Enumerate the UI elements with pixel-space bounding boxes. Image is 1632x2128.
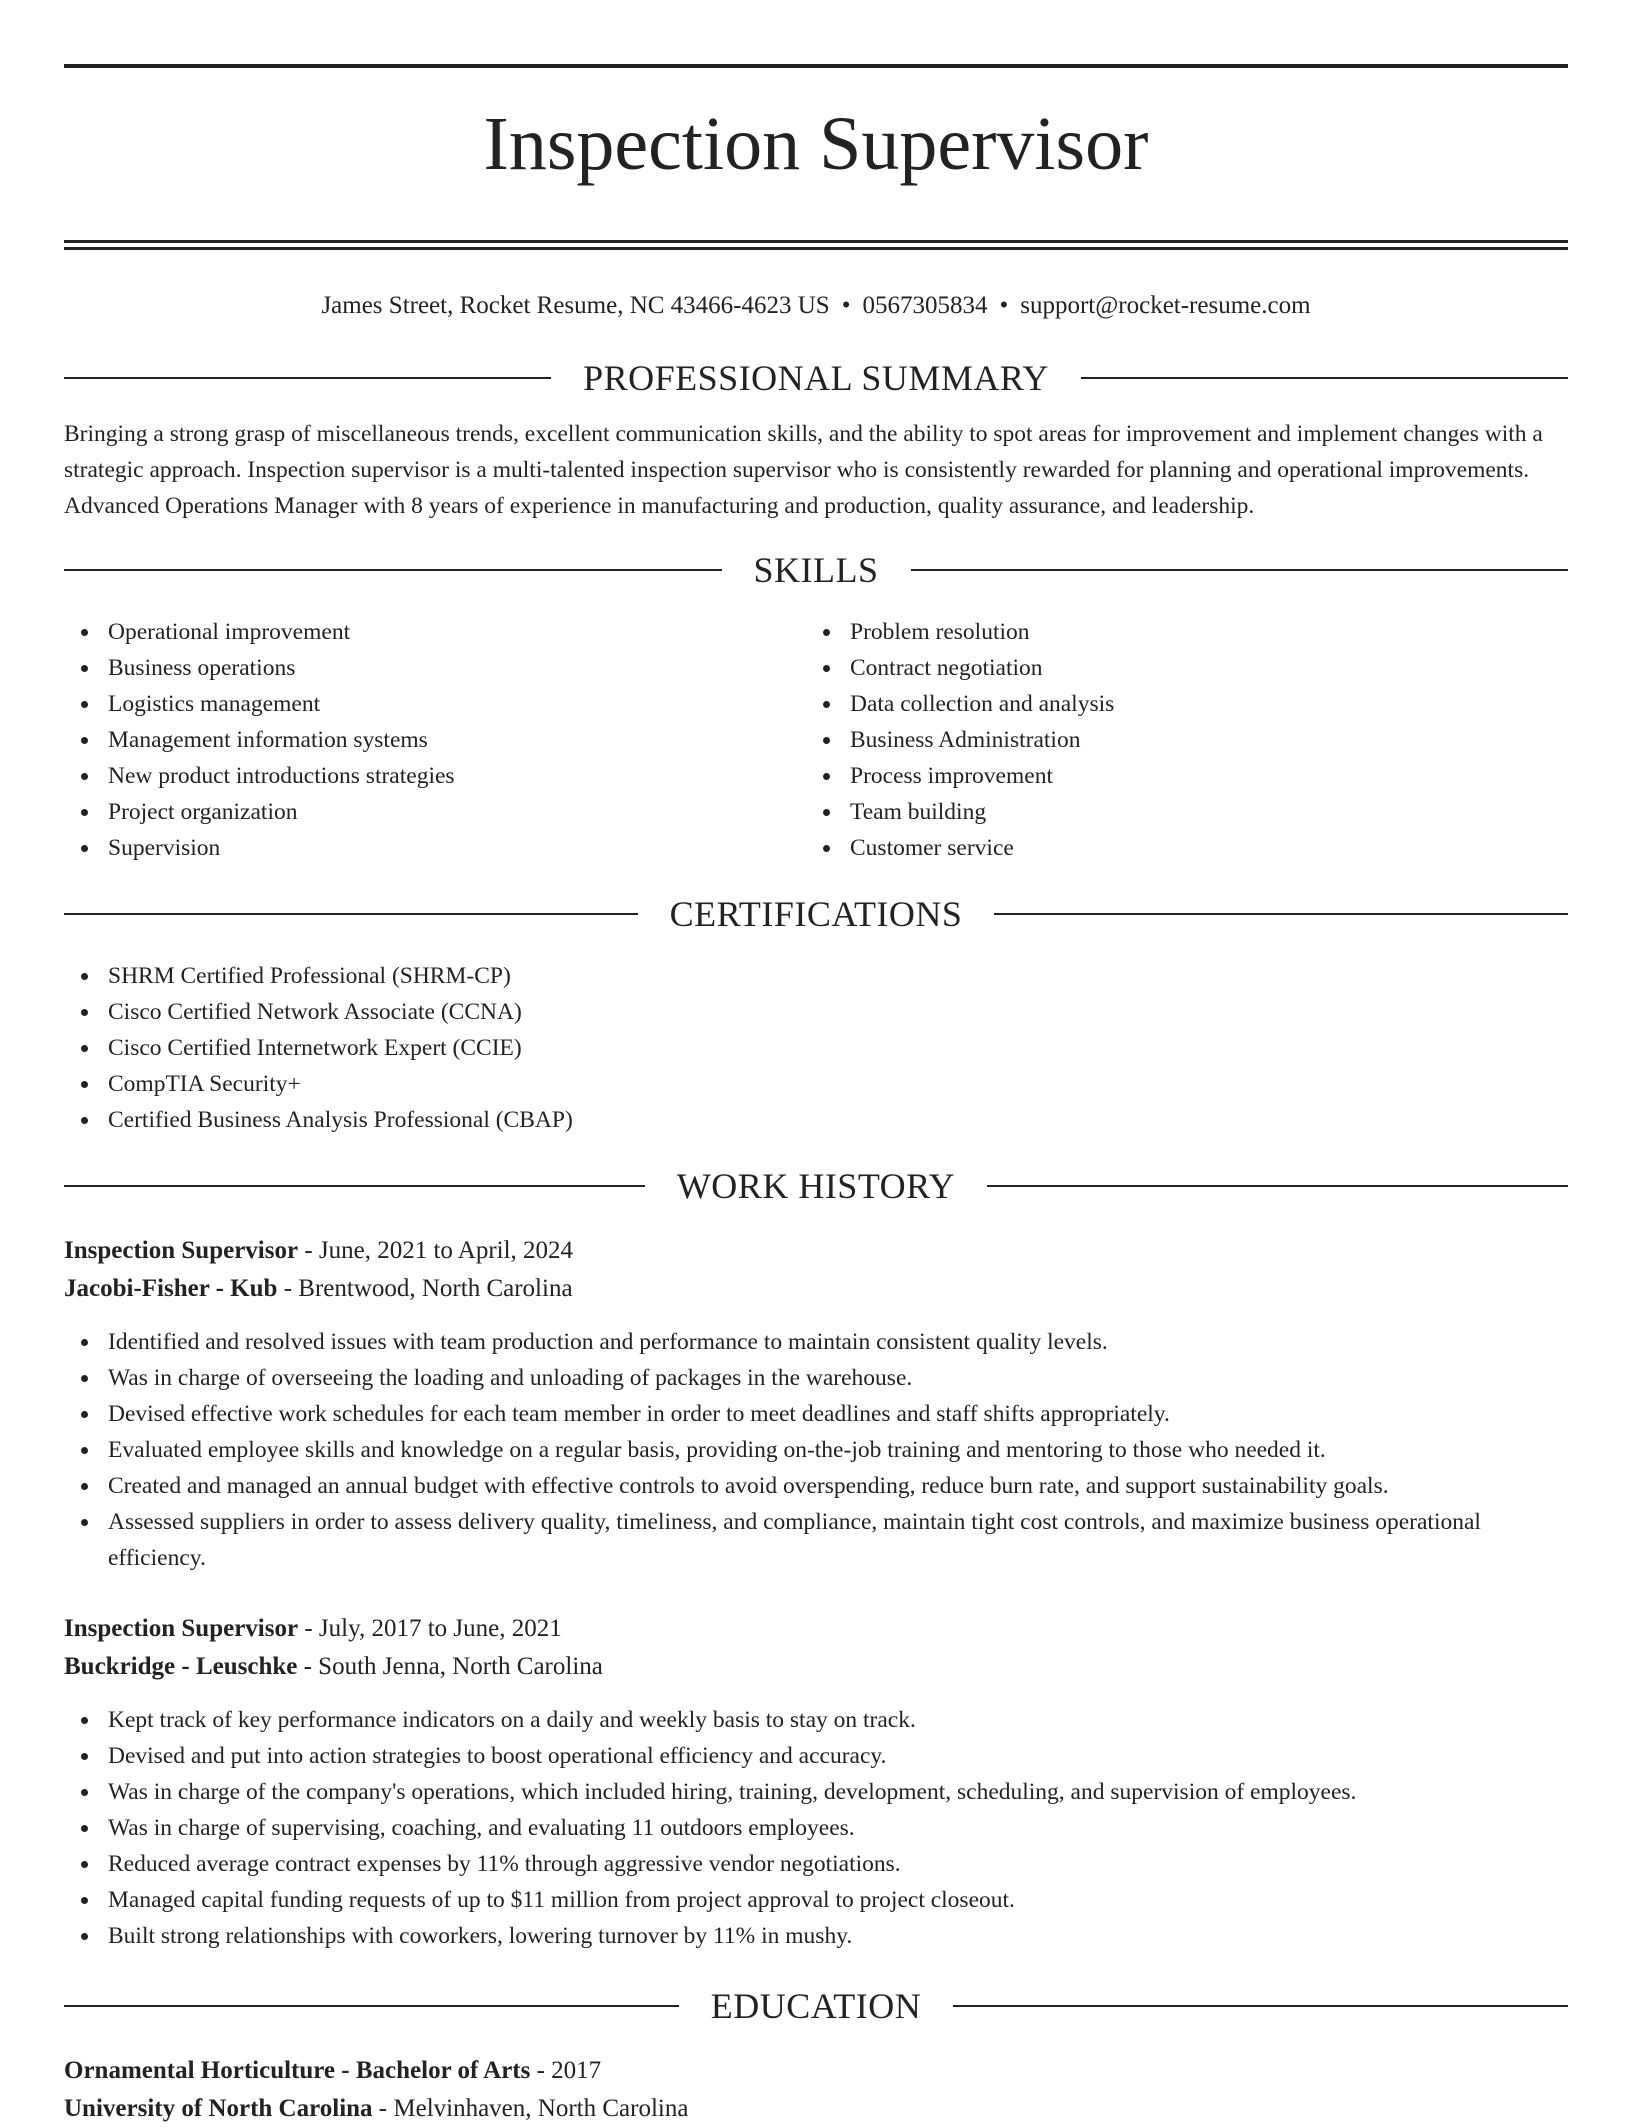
- job-duty-item: Devised and put into action strategies to boost operational efficiency and accuracy.: [64, 1738, 1568, 1774]
- job-duty-item: Built strong relationships with coworkers, lowering turnover by 11% in mushy.: [64, 1918, 1568, 1954]
- certification-item: Cisco Certified Internetwork Expert (CCIE): [64, 1030, 1568, 1066]
- contact-address: James Street, Rocket Resume, NC 43466-4623 US: [321, 292, 830, 319]
- section-label: EDUCATION: [710, 1986, 922, 2026]
- contact-line: [64, 286, 1568, 326]
- job-duty-item: Managed capital funding requests of up to $11 million from project approval to project closeout.: [64, 1882, 1568, 1918]
- skill-item: Project organization: [64, 794, 806, 830]
- job-duty-item: Was in charge of supervising, coaching, and evaluating 11 outdoors employees.: [64, 1810, 1568, 1846]
- job-duty-item: Was in charge of the company's operations, which included hiring, training, development, scheduling, and supervision of employees.: [64, 1774, 1568, 1810]
- skill-item: Team building: [806, 794, 1548, 830]
- job-location: - Brentwood, North Carolina: [277, 1275, 573, 1302]
- title-double-rule: [64, 240, 1568, 250]
- job-dates: - July, 2017 to June, 2021: [298, 1615, 562, 1642]
- job-company-line: [64, 1270, 1568, 1308]
- job-title-line: [64, 1232, 1568, 1270]
- job-duty-item: Was in charge of overseeing the loading and unloading of packages in the warehouse.: [64, 1360, 1568, 1396]
- contact-email: support@rocket-resume.com: [1020, 292, 1311, 319]
- heading-rule-right: [987, 1185, 1568, 1187]
- education-location: - Melvinhaven, North Carolina: [372, 2095, 689, 2122]
- heading-rule-left: [64, 377, 551, 379]
- certification-item: Certified Business Analysis Professional (CBAP): [64, 1102, 1568, 1138]
- section-heading-summary: [64, 356, 1568, 400]
- job-entry: [64, 1232, 1568, 1576]
- education-year: - 2017: [530, 2057, 602, 2084]
- work-history-list: [64, 1232, 1568, 1954]
- heading-rule-left: [64, 569, 722, 571]
- job-location: - South Jenna, North Carolina: [297, 1653, 603, 1680]
- heading-rule-left: [64, 1185, 645, 1187]
- education-entry: [64, 2052, 1568, 2128]
- job-dates: - June, 2021 to April, 2024: [298, 1237, 574, 1264]
- job-duties-list: [64, 1324, 1568, 1576]
- heading-rule-right: [1081, 377, 1568, 379]
- job-duty-item: Evaluated employee skills and knowledge on a regular basis, providing on-the-job training and mentoring to those who needed it.: [64, 1432, 1568, 1468]
- section-heading-education: [64, 1984, 1568, 2028]
- skill-item: Contract negotiation: [806, 650, 1548, 686]
- skills-grid: [64, 614, 1568, 866]
- section-label: WORK HISTORY: [676, 1166, 956, 1206]
- certification-item: CompTIA Security+: [64, 1066, 1568, 1102]
- skill-item: Business Administration: [806, 722, 1548, 758]
- education-school-line: [64, 2090, 1568, 2128]
- job-title: Inspection Supervisor: [64, 1237, 299, 1264]
- contact-separator: •: [999, 292, 1009, 319]
- skill-item: New product introductions strategies: [64, 758, 806, 794]
- heading-rule-right: [911, 569, 1569, 571]
- education-school: University of North Carolina: [64, 2095, 373, 2122]
- section-label: SKILLS: [753, 550, 879, 590]
- heading-rule-left: [64, 2005, 679, 2007]
- section-heading-certifications: [64, 892, 1568, 936]
- skill-item: Data collection and analysis: [806, 686, 1548, 722]
- heading-rule-left: [64, 913, 638, 915]
- job-company: Buckridge - Leuschke: [64, 1653, 298, 1680]
- education-degree: Ornamental Horticulture - Bachelor of Arts: [64, 2057, 531, 2084]
- resume-page: [64, 64, 1568, 2128]
- section-heading-work: [64, 1164, 1568, 1208]
- job-duty-item: Devised effective work schedules for each team member in order to meet deadlines and staff shifts appropriately.: [64, 1396, 1568, 1432]
- section-heading-skills: [64, 548, 1568, 592]
- job-company: Jacobi-Fisher - Kub: [64, 1275, 278, 1302]
- education-degree-line: [64, 2052, 1568, 2090]
- job-duty-item: Identified and resolved issues with team production and performance to maintain consistent quality levels.: [64, 1324, 1568, 1360]
- skill-item: Customer service: [806, 830, 1548, 866]
- top-rule: [64, 64, 1568, 68]
- skill-item: Supervision: [64, 830, 806, 866]
- section-label: CERTIFICATIONS: [669, 894, 963, 934]
- contact-separator: •: [841, 292, 851, 319]
- job-duties-list: [64, 1702, 1568, 1954]
- section-label: PROFESSIONAL SUMMARY: [583, 358, 1049, 398]
- resume-title: Inspection Supervisor: [483, 102, 1149, 186]
- contact-phone: 0567305834: [862, 292, 988, 319]
- skill-item: Management information systems: [64, 722, 806, 758]
- skill-item: Operational improvement: [64, 614, 806, 650]
- summary-text: Bringing a strong grasp of miscellaneous trends, excellent communication skills, and the ability to spot areas for improvement and implement changes with a strategic approach. Inspection supervisor is a multi-talented inspection supervisor who is consistently rewarded for planning and operational improvements. Advanced Operations Manager with 8 years of experience in manufacturing and production, quality assurance, and leadership.: [64, 421, 1543, 519]
- job-duty-item: Created and managed an annual budget with effective controls to avoid overspending, reduce burn rate, and support sustainability goals.: [64, 1468, 1568, 1504]
- skill-item: Logistics management: [64, 686, 806, 722]
- job-duty-item: Kept track of key performance indicators on a daily and weekly basis to stay on track.: [64, 1702, 1568, 1738]
- certification-item: SHRM Certified Professional (SHRM-CP): [64, 958, 1568, 994]
- job-title: Inspection Supervisor: [64, 1615, 299, 1642]
- job-duty-item: Assessed suppliers in order to assess delivery quality, timeliness, and compliance, maintain tight cost controls, and maximize business operational efficiency.: [64, 1504, 1568, 1576]
- skill-item: Business operations: [64, 650, 806, 686]
- skills-list-left: [64, 614, 806, 866]
- skills-list-right: [806, 614, 1548, 866]
- skill-item: Problem resolution: [806, 614, 1548, 650]
- certification-item: Cisco Certified Network Associate (CCNA): [64, 994, 1568, 1030]
- job-title-line: [64, 1610, 1568, 1648]
- certifications-list: [64, 958, 1568, 1138]
- job-company-line: [64, 1648, 1568, 1686]
- skill-item: Process improvement: [806, 758, 1548, 794]
- job-duty-item: Reduced average contract expenses by 11% through aggressive vendor negotiations.: [64, 1846, 1568, 1882]
- heading-rule-right: [994, 913, 1568, 915]
- job-entry: [64, 1610, 1568, 1954]
- heading-rule-right: [953, 2005, 1568, 2007]
